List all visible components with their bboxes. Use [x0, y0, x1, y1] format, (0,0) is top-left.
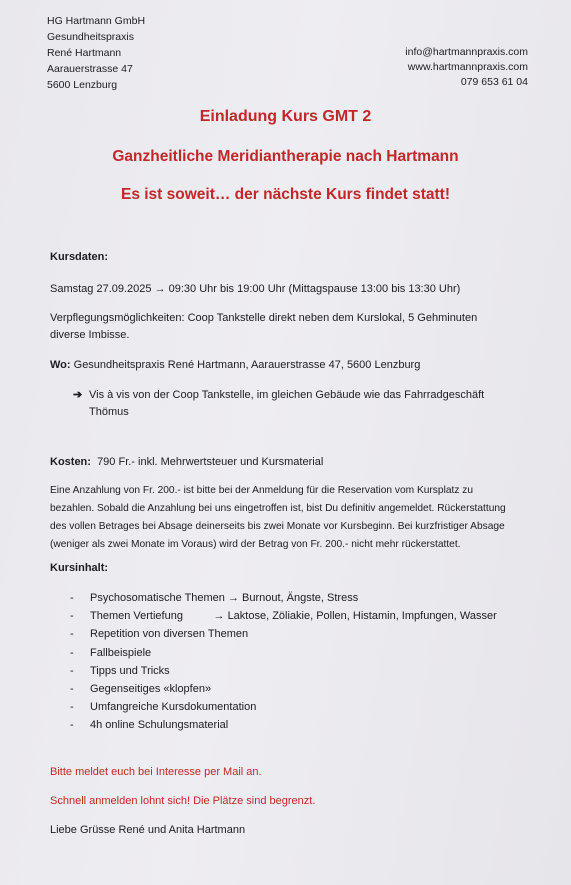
sender-name: René Hartmann: [47, 47, 122, 59]
kursdaten-label: Kursdaten:: [50, 251, 109, 263]
sender-company: HG Hartmann GmbH: [47, 15, 146, 27]
payment-info-line-3: des vollen Betrages bei Absage deinerseits bis zwei Monate vor Kursbeginn. Bei kurzfristiger Absage: [50, 521, 505, 532]
payment-info-line-2: bezahlen. Sobald die Anzahlung bei uns eingetroffen ist, bist Du definitiv angemeldet. Rückerstattung: [50, 503, 506, 514]
payment-info: [50, 482, 540, 554]
directions: [73, 387, 484, 421]
contact-phone: 079 653 61 04: [460, 76, 528, 88]
sender-city: 5600 Lenzburg: [47, 79, 118, 91]
kursinhalt-list: [70, 589, 497, 735]
kosten-label: Kosten:: [50, 456, 91, 468]
location-value: Gesundheitspraxis René Hartmann, Aarauerstrasse 47, 5600 Lenzburg: [70, 359, 421, 371]
closing-line-2: Schnell anmelden lohnt sich! Die Plätze sind begrenzt.: [50, 795, 316, 807]
contact-email: info@hartmannpraxis.com: [405, 46, 528, 58]
contact-web: www.hartmannpraxis.com: [407, 61, 528, 73]
list-item: - Tipps und Tricks: [70, 664, 170, 677]
list-item: - Umfangreiche Kursdokumentation: [70, 701, 257, 714]
list-item: - Fallbeispiele: [70, 646, 152, 659]
contact-block: [405, 45, 528, 90]
signature: Liebe Grüsse René und Anita Hartmann: [50, 824, 246, 836]
directions-line-2: Thömus: [89, 406, 129, 418]
page-title: Einladung Kurs GMT 2: [199, 108, 372, 125]
kosten-value: 790 Fr.- inkl. Mehrwertsteuer und Kursmaterial: [90, 456, 324, 468]
payment-info-line-4: (weniger als zwei Monate im Voraus) wird der Betrag von Fr. 200.- nicht mehr rückerstattet.: [50, 539, 461, 550]
directions-line-1: Vis à vis von der Coop Tankstelle, im gleichen Gebäude wie das Fahrradgeschäft: [89, 389, 485, 401]
location-label: Wo:: [50, 359, 71, 371]
closing-line-1: Bitte meldet euch bei Interesse per Mail an.: [50, 766, 262, 778]
list-item: - Themen Vertiefung → Laktose, Zöliakie, Pollen, Histamin, Impfungen, Wasser: [70, 610, 497, 623]
sender-practice: Gesundheitspraxis: [47, 31, 134, 43]
catering-line-2: diverse Imbisse.: [50, 329, 130, 341]
catering-line-1: Verpflegungsmöglichkeiten: Coop Tankstelle direkt neben dem Kurslokal, 5 Gehminuten: [50, 312, 478, 324]
arrow-right-icon: ➔: [73, 389, 83, 401]
kursdaten-datetime: Samstag 27.09.2025 → 09:30 Uhr bis 19:00 Uhr (Mittagspause 13:00 bis 13:30 Uhr): [50, 283, 461, 295]
list-item: - Repetition von diversen Themen: [70, 628, 249, 641]
list-item: - Gegenseitiges «klopfen»: [70, 682, 212, 695]
sender-street: Aarauerstrasse 47: [47, 63, 133, 75]
payment-info-line-1: Eine Anzahlung von Fr. 200.- ist bitte bei der Anmeldung für die Reservation vom Kursplatz zu: [50, 485, 474, 496]
page-subtitle: Ganzheitliche Meridiantherapie nach Hartmann: [112, 148, 459, 165]
list-item: - Psychosomatische Themen → Burnout, Ängste, Stress: [70, 592, 359, 604]
kosten-line: [50, 454, 323, 471]
location-line: [50, 357, 420, 374]
sender-address: [47, 13, 145, 93]
tagline: Es ist soweit… der nächste Kurs findet statt!: [120, 186, 450, 203]
kursinhalt-label: Kursinhalt:: [50, 562, 109, 574]
list-item: - 4h online Schulungsmaterial: [70, 719, 229, 732]
